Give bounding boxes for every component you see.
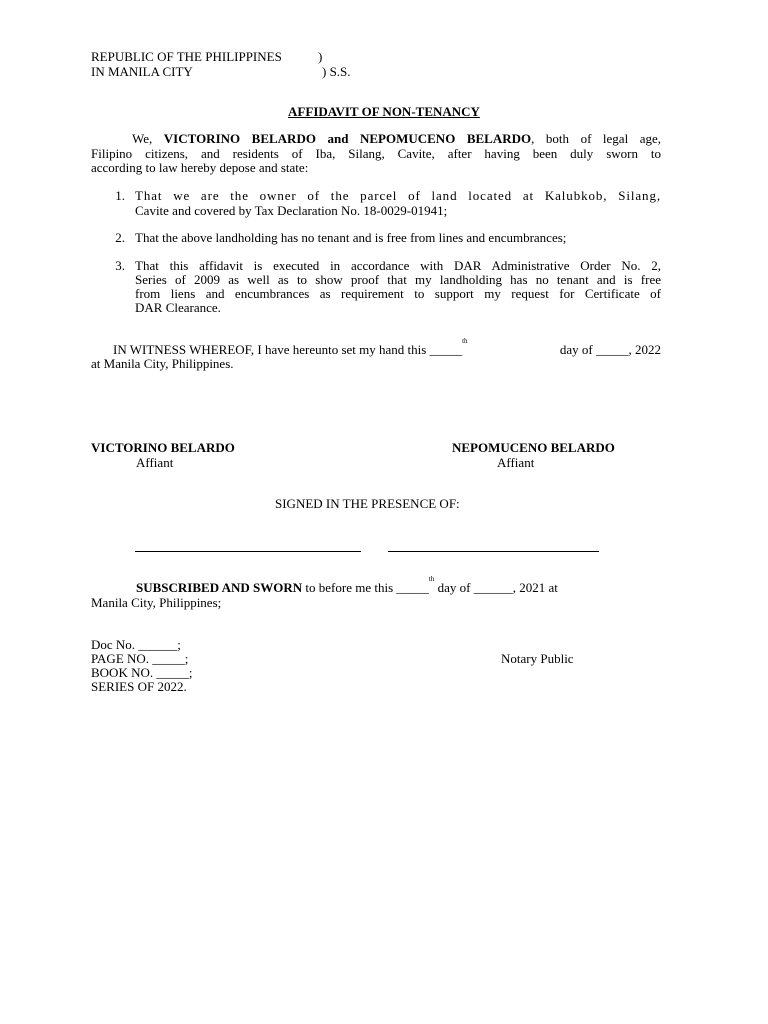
affiant-names: VICTORINO BELARDO and NEPOMUCENO BELARDO [163,131,532,146]
item-1-line-1: That we are the owner of the parcel of land located at Kalubkob, Silang, [135,188,661,203]
witness-line-2: at Manila City, Philippines. [91,356,234,371]
item-1-line-2: Cavite and covered by Tax Declaration No. 18-0029-01941; [135,203,448,218]
book-no: BOOK NO. _____; [91,665,193,680]
venue-line-2 [91,65,193,80]
sworn-line-2: Manila City, Philippines; [91,595,222,610]
affiant-1-name: VICTORINO BELARDO [91,440,235,455]
affiant-2-name: NEPOMUCENO BELARDO [452,440,615,455]
witness-signature-line-2 [388,551,599,552]
item-3-line-4: DAR Clearance. [135,300,221,315]
sworn-line-1: SUBSCRIBED AND SWORN to before me this _____$^{th}$ day of ______, 2021 at [136,575,558,595]
item-3-line-1: That this affidavit is executed in accordance with DAR Administrative Order No. 2, [135,258,661,273]
venue-line-1 [91,50,282,65]
affiant-2-role: Affiant [497,455,535,470]
venue-republic: REPUBLIC OF THE PHILIPPINES [91,49,282,64]
witness-signature-line-1 [135,551,361,552]
intro-line-1: We, VICTORINO BELARDO and NEPOMUCENO BELARDO, both of legal age, [132,131,662,146]
page-no: PAGE NO. _____; [91,651,189,666]
doc-no: Doc No. ______; [91,637,181,652]
signed-presence-heading: SIGNED IN THE PRESENCE OF: [275,496,460,511]
item-2-number: 2. [115,230,125,245]
intro-line-2: Filipino citizens, and residents of Iba, Silang, Cavite, after having been duly sworn to [91,146,661,161]
affiant-1-role: Affiant [136,455,174,470]
item-2-line-1: That the above landholding has no tenant and is free from lines and encumbrances; [135,230,567,245]
item-3-line-3: from liens and encumbrances as requirement to support my request for Certificate of [135,286,661,301]
notary-public-label: Notary Public [501,651,574,666]
intro-line-3: according to law hereby depose and state: [91,160,309,175]
venue-ss: ) S.S. [322,64,351,79]
item-3-line-2: Series of 2009 as well as to show proof that my landholding has no tenant and is free [135,272,661,287]
document-title: AFFIDAVIT OF NON-TENANCY [288,104,480,119]
item-3-number: 3. [115,258,125,273]
venue-bracket-1: ) [318,49,323,64]
series-of: SERIES OF 2022. [91,679,187,694]
venue-city: IN MANILA CITY [91,64,193,79]
item-1-number: 1. [115,188,125,203]
witness-line-1: IN WITNESS WHEREOF, I have hereunto set my hand this _____$^{th}$ day of _____, 2022 [113,337,661,357]
